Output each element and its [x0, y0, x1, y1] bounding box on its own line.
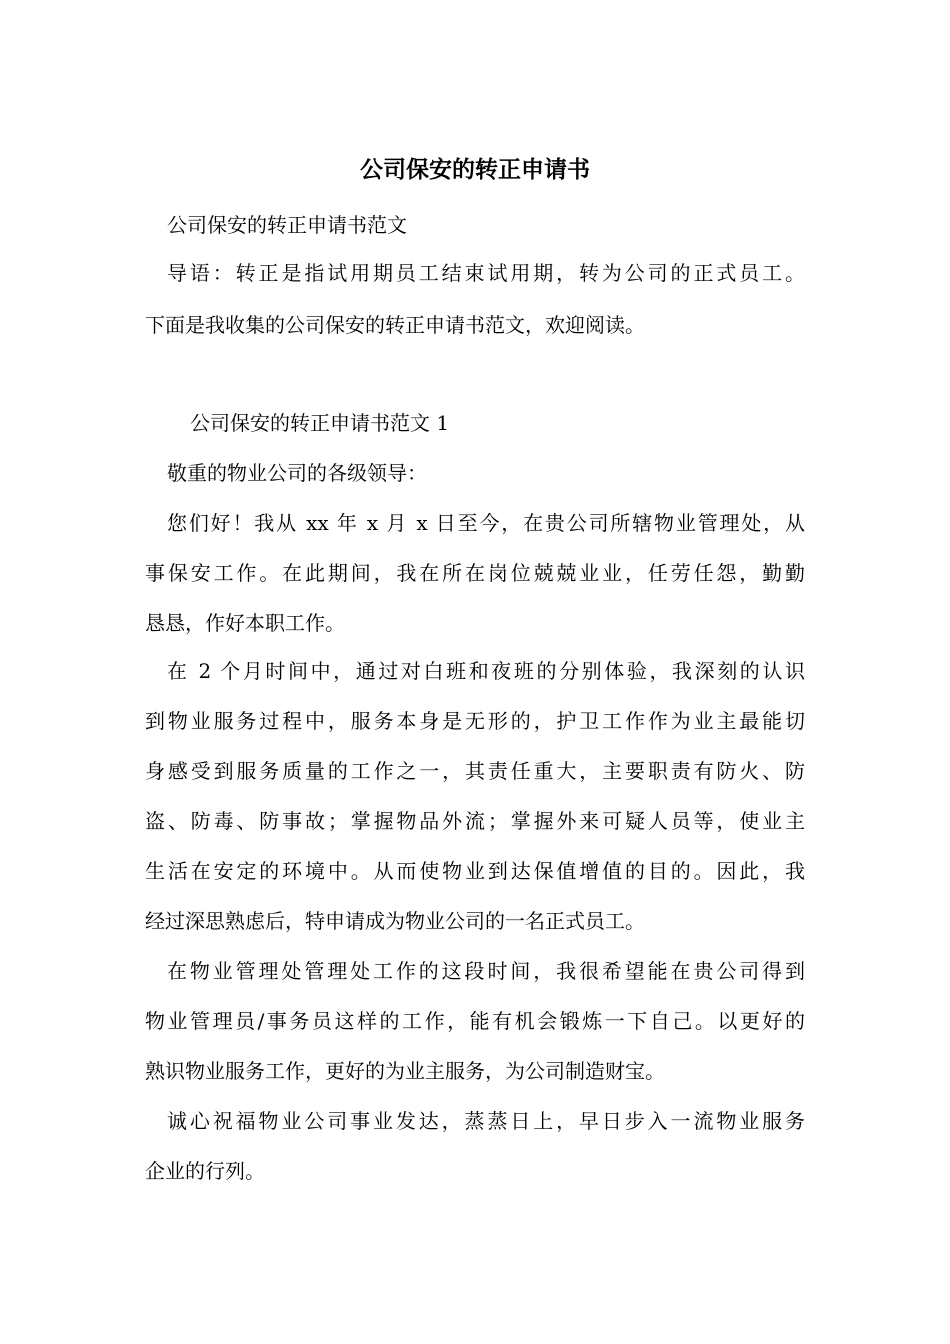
paragraph-1-line-1: 您们好！我从 xx 年 x 月 x 日至今，在贵公司所辖物业管理处，从: [167, 511, 805, 535]
paragraph-3-line-3: 熟识物业服务工作，更好的为业主服务，为公司制造财宝。: [145, 1059, 665, 1083]
paragraph-3-line-2: 物业管理员/事务员这样的工作，能有机会锻炼一下自己。以更好的: [145, 1009, 805, 1033]
intro-line-2: 下面是我收集的公司保安的转正申请书范文，欢迎阅读。: [145, 313, 645, 337]
paragraph-1-line-3: 恳恳，作好本职工作。: [145, 611, 345, 635]
document-subtitle: 公司保安的转正申请书范文: [167, 213, 407, 237]
salutation: 敬重的物业公司的各级领导：: [167, 461, 427, 485]
paragraph-2-line-2: 到物业服务过程中，服务本身是无形的，护卫工作作为业主最能切: [145, 709, 805, 733]
paragraph-2-line-3: 身感受到服务质量的工作之一，其责任重大，主要职责有防火、防: [145, 759, 805, 783]
paragraph-1-line-2: 事保安工作。在此期间，我在所在岗位兢兢业业，任劳任怨，勤勤: [145, 561, 805, 585]
document-title: 公司保安的转正申请书: [360, 156, 590, 183]
paragraph-2-line-5: 生活在安定的环境中。从而使物业到达保值增值的目的。因此，我: [145, 859, 805, 883]
paragraph-2-line-1: 在 2 个月时间中，通过对白班和夜班的分别体验，我深刻的认识: [167, 659, 805, 683]
paragraph-2-line-6: 经过深思熟虑后，特申请成为物业公司的一名正式员工。: [145, 909, 645, 933]
intro-line-1: 导语：转正是指试用期员工结束试用期，转为公司的正式员工。: [167, 261, 805, 285]
paragraph-3-line-1: 在物业管理处管理处工作的这段时间，我很希望能在贵公司得到: [167, 959, 805, 983]
paragraph-4-line-2: 企业的行列。: [145, 1159, 265, 1183]
paragraph-4-line-1: 诚心祝福物业公司事业发达，蒸蒸日上，早日步入一流物业服务: [167, 1109, 805, 1133]
section-heading: 公司保安的转正申请书范文 1: [190, 411, 450, 435]
paragraph-2-line-4: 盗、防毒、防事故；掌握物品外流；掌握外来可疑人员等，使业主: [145, 809, 805, 833]
